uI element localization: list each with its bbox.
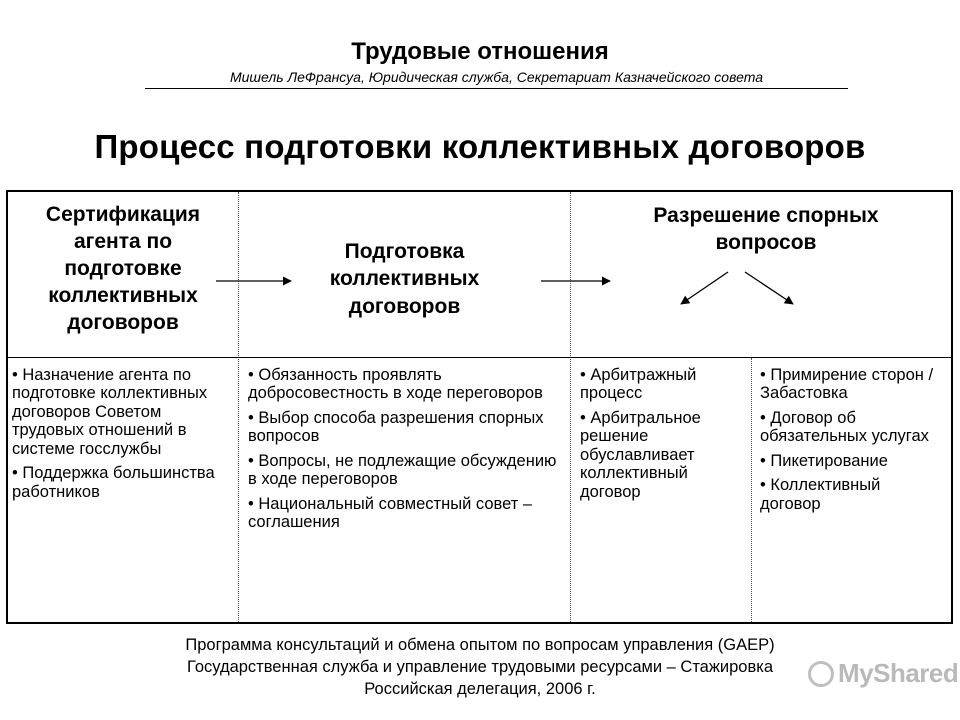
list-item: • Назначение агента по подготовке коллективных договоров Советом трудовых отношений в системе госслужбы [12,366,232,458]
list-item: • Арбитральное решение обуславливает коллективный договор [580,409,745,501]
arrow-branch-right [745,272,793,304]
watermark [808,658,958,689]
column-arbitration-list [580,366,745,507]
main-title: Процесс подготовки коллективных договоров [94,128,866,165]
watermark-logo-icon [808,661,834,687]
column-conciliation-list [760,366,940,519]
footer-line-1: Программа консультаций и обмена опытом по вопросам управления (GAEP) [185,636,775,654]
header-title: Трудовые отношения [351,38,609,65]
list-item: • Договор об обязательных услугах [760,409,940,446]
phase-certification: Сертификация агента по подготовке коллективных договоров [45,203,201,334]
list-item: • Арбитражный процесс [580,366,745,403]
column-certification-list [12,366,232,507]
list-item: • Выбор способа разрешения спорных вопросов [248,409,562,446]
phase-dispute-resolution: Разрешение спорных вопросов [653,204,879,255]
list-item: • Коллективный договор [760,476,940,513]
list-item: • Поддержка большинства работников [12,464,232,501]
list-item: • Примирение сторон / Забастовка [760,366,940,403]
list-item: • Обязанность проявлять добросовестность в ходе переговоров [248,366,562,403]
list-item: • Пикетирование [760,452,940,470]
arrow-branch-left [681,272,728,304]
list-item: • Национальный совместный совет – соглашения [248,495,562,532]
watermark-text: MyShared [838,658,959,688]
footer-line-2: Государственная служба и управление трудовыми ресурсами – Стажировка [186,657,773,676]
header-subtitle: Мишель ЛеФрансуа, Юридическая служба, Секретариат Казначейского совета [145,69,848,89]
footer-line-3: Российская делегация, 2006 г. [364,679,596,698]
column-preparation-list [248,366,562,538]
phase-preparation: Подготовка коллективных договоров [329,240,480,318]
list-item: • Вопросы, не подлежащие обсуждению в ходе переговоров [248,452,562,489]
